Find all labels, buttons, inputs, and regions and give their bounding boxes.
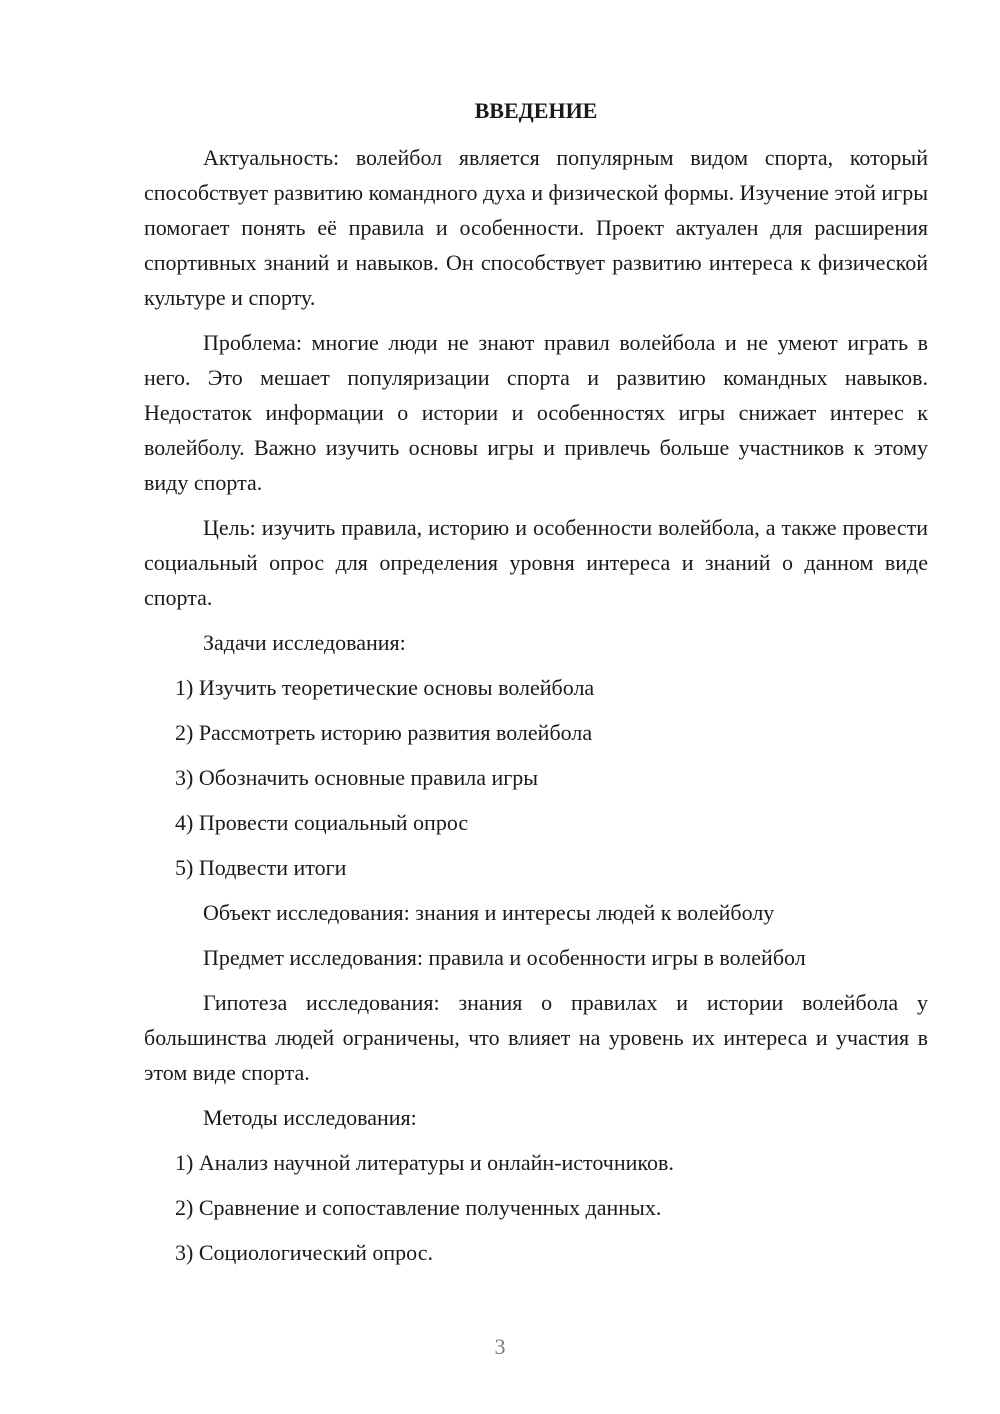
task-item-1: 1) Изучить теоретические основы волейбола [175, 675, 595, 700]
methods-heading: Методы исследования: [203, 1105, 417, 1130]
section-heading: ВВЕДЕНИЕ [474, 98, 598, 123]
goal-paragraph: Цель: изучить правила, историю и особенности волейбола, а также провести социальный опрос для определения уровня интереса и знаний о данном виде спорта. [144, 515, 928, 610]
task-item-3: 3) Обозначить основные правила игры [175, 765, 539, 790]
page-number: 3 [494, 1334, 506, 1359]
problem-paragraph: Проблема: многие люди не знают правил волейбола и не умеют играть в него. Это мешает популяризации спорта и развитию командных навыков. Недостаток информации о истории и особенностях игры снижает интерес к волейболу. Важно изучить основы игры и привлечь больше участников к этому виду спорта. [144, 330, 928, 495]
research-object: Объект исследования: знания и интересы людей к волейболу [203, 900, 775, 925]
task-item-2: 2) Рассмотреть историю развития волейбола [175, 720, 593, 745]
task-item-5: 5) Подвести итоги [175, 855, 347, 880]
tasks-heading: Задачи исследования: [203, 630, 406, 655]
document-page [144, 96, 928, 1280]
relevance-paragraph: Актуальность: волейбол является популярным видом спорта, который способствует развитию командного духа и физической формы. Изучение этой игры помогает понять её правила и особенности. Проект актуален для расширения спортивных знаний и навыков. Он способствует развитию интереса к физической культуре и спорту. [144, 145, 928, 310]
research-subject: Предмет исследования: правила и особенности игры в волейбол [203, 945, 806, 970]
hypothesis-paragraph: Гипотеза исследования: знания о правилах и истории волейбола у большинства людей ограничены, что влияет на уровень их интереса и участия в этом виде спорта. [144, 990, 928, 1085]
task-item-4: 4) Провести социальный опрос [175, 810, 469, 835]
method-item-3: 3) Социологический опрос. [175, 1240, 433, 1265]
method-item-2: 2) Сравнение и сопоставление полученных данных. [175, 1195, 662, 1220]
method-item-1: 1) Анализ научной литературы и онлайн-источников. [175, 1150, 674, 1175]
